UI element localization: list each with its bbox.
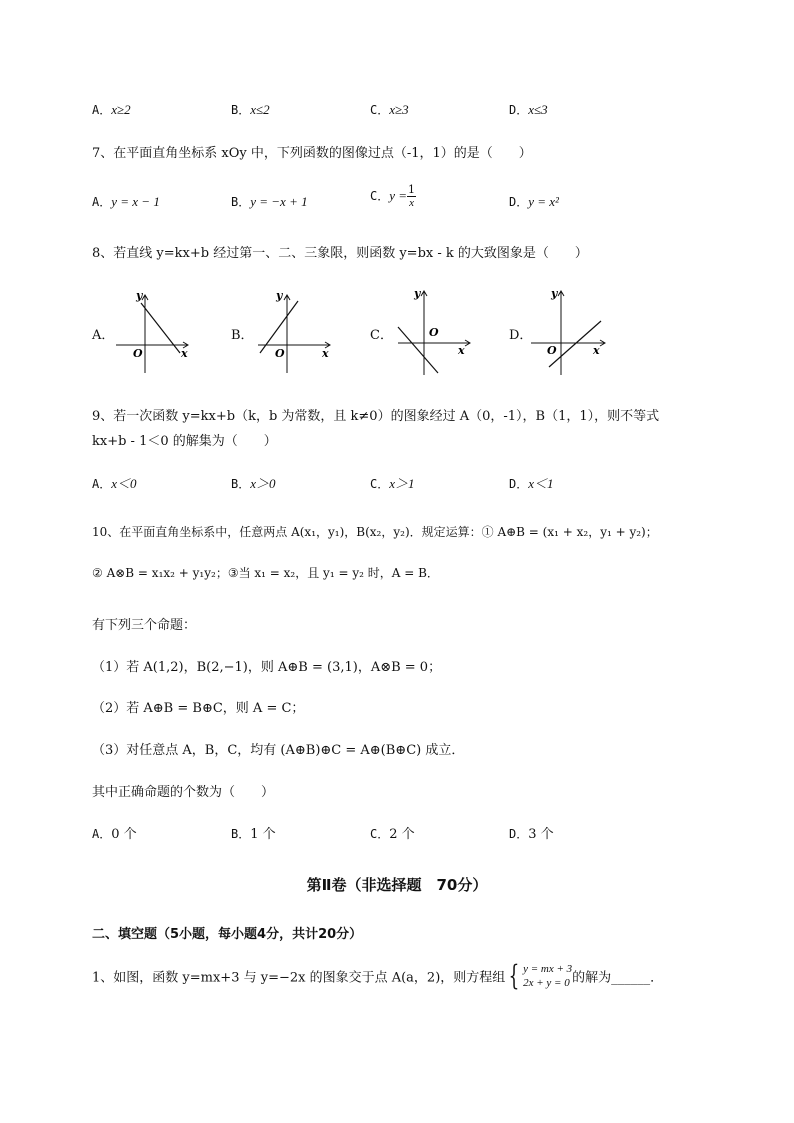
q9-stem-line2: kx+b - 1＜0 的解集为（ ） [92, 434, 277, 449]
q10-option-a: A．0 个 [92, 827, 137, 842]
fill-1-stem-before: 1、如图，函数 y=mx+3 与 y=−2x 的图象交于点 A(a，2)，则方程组 [92, 970, 506, 986]
q9-option-c: C．x＞1 [370, 476, 415, 491]
q8-stem: 8、若直线 y=kx+b 经过第一、二、三象限，则函数 y=bx - k 的大致图象是（ ） [92, 246, 588, 261]
q7-stem: 7、在平面直角坐标系 xOy 中，下列函数的图像过点（-1，1）的是（ ） [92, 146, 532, 161]
axis-x-label: x [181, 347, 188, 360]
fill-1-question [92, 959, 664, 992]
fraction: $\frac{1}{x}$ [408, 183, 416, 209]
q10-question: 其中正确命题的个数为（ ） [92, 785, 275, 800]
axis-y-label: y [136, 289, 143, 302]
equation-2: 2x + y = 0 [523, 977, 570, 989]
equation-system [523, 962, 572, 990]
q8-option-c-label: C． [370, 328, 393, 343]
q8-graph-b [250, 285, 335, 377]
section-2-title: 第Ⅱ卷（非选择题 70分） [306, 876, 488, 894]
q8-option-b-label: B． [231, 328, 254, 343]
q6-option-b: B．x≤2 [231, 102, 270, 117]
q6-option-a: A．x≥2 [92, 102, 131, 117]
q7-option-a: A．y = x − 1 [92, 194, 160, 209]
axis-x-label: x [458, 344, 465, 357]
q9-option-d: D．x＜1 [509, 476, 554, 491]
q9-option-b: B．x＞0 [231, 476, 276, 491]
q10-proposition-1: （1）若 A(1,2)，B(2,−1)，则 A⊕B = (3,1)，A⊗B = 0； [92, 660, 442, 675]
equation-1: y = mx + 3 [523, 963, 573, 975]
q6-option-c: C．x≥3 [370, 102, 409, 117]
origin-label: O [133, 347, 143, 360]
axis-y-label: y [551, 287, 558, 300]
axis-y-label: y [414, 287, 421, 300]
q6-option-d: D．x≤3 [509, 102, 548, 117]
origin-label: O [547, 344, 557, 357]
q8-option-d-label: D． [509, 328, 533, 343]
axis-x-label: x [593, 344, 600, 357]
q10-option-d: D．3 个 [509, 827, 554, 842]
q8-option-a-label: A． [92, 328, 115, 343]
origin-label: O [429, 326, 439, 339]
left-brace: { [508, 959, 520, 992]
q7-option-c: C．y = $\frac{1}{x}$ [370, 183, 416, 209]
q10-proposition-3: （3）对任意点 A，B，C，均有 (A⊕B)⊕C = A⊕(B⊕C) 成立． [92, 743, 465, 758]
fill-1-stem-after: 的解为______． [572, 970, 664, 986]
section-2-subtitle: 二、填空题（5小题，每小题4分，共计20分） [92, 927, 363, 942]
q10-line1: 10、在平面直角坐标系中，任意两点 A(x₁，y₁)，B(x₂，y₂)．规定运算：① A⊕B = (x₁ + x₂，y₁ + y₂)； [92, 525, 658, 539]
q8-graph-a [108, 285, 193, 377]
q7-option-b: B．y = −x + 1 [231, 194, 308, 209]
q10-option-b: B．1 个 [231, 827, 276, 842]
axis-x-label: x [322, 347, 329, 360]
q8-graph-c [390, 285, 475, 377]
axis-y-label: y [276, 289, 283, 302]
q8-graph-d [527, 285, 612, 377]
q10-line2: ② A⊗B = x₁x₂ + y₁y₂；③当 x₁ = x₂，且 y₁ = y₂ 时，A = B． [92, 566, 439, 580]
q10-proposition-2: （2）若 A⊕B = B⊕C，则 A = C； [92, 701, 305, 716]
q10-intro: 有下列三个命题： [92, 618, 197, 633]
q10-option-c: C．2 个 [370, 827, 415, 842]
q9-stem-line1: 9、若一次函数 y=kx+b（k，b 为常数，且 k≠0）的图象经过 A（0，-1），B（1，1），则不等式 [92, 409, 660, 424]
q9-option-a: A．x＜0 [92, 476, 137, 491]
q7-option-d: D．y = x² [509, 194, 559, 209]
origin-label: O [275, 347, 285, 360]
